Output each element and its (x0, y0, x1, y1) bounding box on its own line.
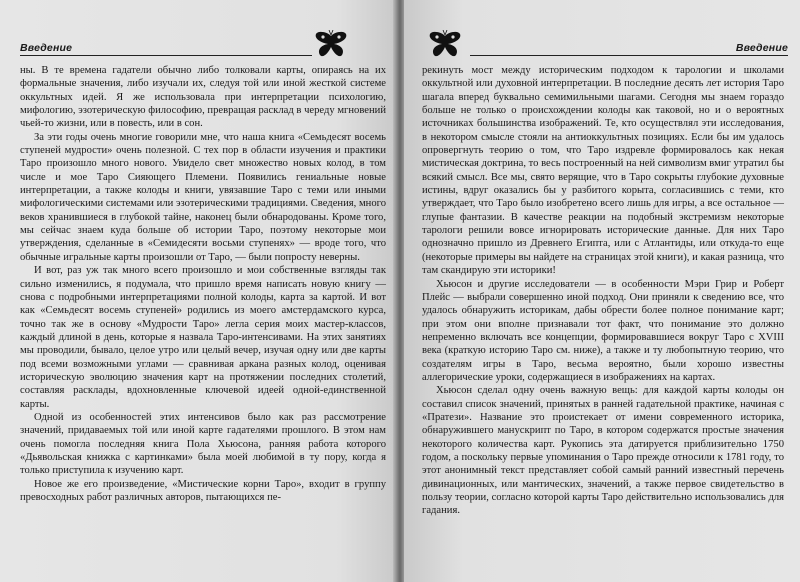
butterfly-icon (428, 30, 462, 60)
paragraph: Новое же его произведение, «Мистические корни Таро», входит в группу превосходных работ различных авторов, пытающихся пе- (20, 478, 386, 503)
butterfly-icon (314, 30, 348, 60)
left-page-body (20, 64, 386, 504)
paragraph: ны. В те времена гадатели обычно либо толковали карты, опираясь на их формальные значения, либо изучали их, следуя той или иной жесткой системе оккультных идей. Я же использовала при интерпретации психологию, мифологию, эзотерическую философию, превращая расклад в череду мгновений чьей-то жизни, или в повесть, или в сон. (20, 65, 386, 130)
right-running-title: Введение (735, 42, 788, 54)
left-running-title: Введение (20, 42, 73, 54)
paragraph: За эти годы очень многие говорили мне, что наша книга «Семьдесят восемь ступеней мудрости» очень полезной. С тех пор в области изучения и практики Таро произошло много нового. Увидело свет множество новых колод, в том числе и мое Таро Сияющего Племени. Появились гениальные новые интерпретации, а также колоды и книги, увязавшие Таро с теми или иными мифологическими системами или эзотерическими традициями. Сведения, много веков хранившиеся в глубокой тайне, наконец были обнародованы. Кроме того, мы сейчас знаем куда больше об истории Таро, поэтому некоторые мои утверждения, сделанные в «Семидесяти восьми ступенях» — вроде того, что обычные игральные карты произошли от Таро, — были попросту неверны. (20, 131, 386, 263)
left-header-rule (20, 55, 312, 56)
right-page-header (428, 34, 788, 64)
paragraph: Одной из особенностей этих интенсивов было как раз рассмотрение значений, придаваемых той или иной карте гадателями прошлого. В этом нам очень помогла последняя книга Пола Хьюсона, ранняя работа которого «Дьявольская книжка с картинками» была моей любимой в ту пору, когда я только приступила к изучению карт. (20, 411, 386, 477)
paragraph: Хьюсон сделал одну очень важную вещь: для каждой карты колоды он составил список значений, принятых в ранней гадательной практике, начиная с «Пратези». Название это проистекает от имени современного историка, обнаружившего манускрипт по Таро, в котором содержатся простые значения некоторого количества карт. Рукопись эта датируется приблизительно 1750 годом, а поскольку первые упоминания о Таро прежде относили к 1781 году, то этот анонимный текст представляет собой самый ранний известный перечень дивинационных, или мантических, значений, а также первое свидетельство в пользу теории, согласно которой карты Таро действительно использовались для гадания. (422, 385, 784, 517)
paragraph: И вот, раз уж так много всего произошло и мои собственные взгляды так сильно изменились, я подумала, что пришло время написать новую книгу — снова с подробными интерпретациями полной колоды, карта за картой. И вот как «Семьдесят восемь ступеней» родились из моего амстердамского курса, точно так же в основу «Мудрости Таро» легла серия моих мастер-классов, каждый длиной в день, которые я назвала Таро-интенсивами. На этих занятиях мы проводили, бывало, целое утро или целый вечер, изучая одну или две карты под всеми возможными углами — сравнивая аркана разных колод, оценивая историческую эволюцию значения карт на протяжении последних столетий, составляя расклады, вдохновленные ключевой идеей одной-единственной карты. (20, 265, 386, 410)
right-page (404, 0, 800, 582)
right-page-body (422, 64, 784, 518)
left-page (0, 0, 396, 582)
paragraph: рекинуть мост между историческим подходом к тарологии и школами оккультной или духовной интерпретации. В последние десять лет история Таро шагала вперед буквально семимильными шагами. Сегодня мы знаем гораздо больше не только о происхождении колоды как таковой, но и о вероятных источниках большинства изображений. Те, кто осуществлял эти исследования, в некотором смысле стояли на антиоккультных позициях. Если бы им удалось опровергнуть теорию о том, что Таро издревле формировалось как некая мистическая доктрина, то весь построенный на ней символизм вмиг утратил бы всякий смысл. Все мы, свято верящие, что в Таро сокрыты глубокие духовные истины, вдруг оказались бы у разбитого корыта, согласившись с теми, кто утверждает, что Таро было изобретено всего лишь для игры, а все остальное — глупые фантазии. В качестве реакции на подобный экстремизм некоторые тарологи решили вовсе игнорировать исторические данные. Для них Таро однозначно пришло из Древнего Египта, или с Атлантиды, или откуда-то еще (некоторые примеры вы найдете на страницах этой книги), и какая разница, что там скандирую эти историки! (422, 65, 785, 277)
left-page-header (20, 34, 390, 64)
right-header-rule (470, 55, 788, 56)
paragraph: Хьюсон и другие исследователи — в особенности Мэри Грир и Роберт Плейс — выбрали совершенно иной подход. Они приняли к сведению все, что удалось обнаружить историкам, дабы обрести более полное понимание карт; при этом они вполне признавали тот факт, что понимание это должно непременно включать все концепции, формировавшиеся вокруг Таро с XVIII века (краткую историю Таро см. ниже), а также и ту любопытную теорию, что создателям игры в Таро, весьма вероятно, были хорошо известны аллегорические уроки, содержащиеся в изображениях на картах. (422, 278, 784, 383)
